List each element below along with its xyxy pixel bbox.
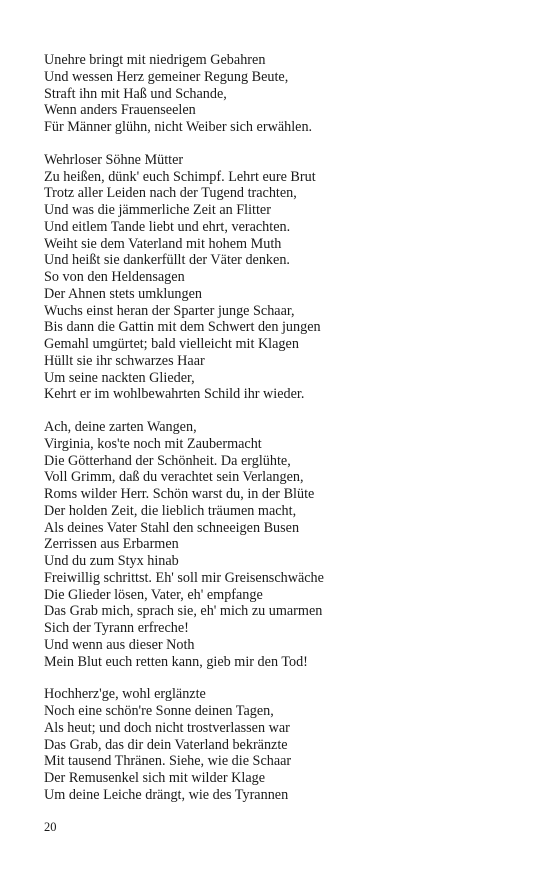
- verse-line: Gemahl umgürtet; bald vielleicht mit Klagen: [44, 336, 299, 352]
- verse-line: Unehre bringt mit niedrigem Gebahren: [44, 52, 266, 68]
- verse-line: Trotz aller Leiden nach der Tugend trachten,: [44, 185, 297, 202]
- verse-line: Hüllt sie ihr schwarzes Haar: [44, 352, 205, 369]
- verse-line: Um seine nackten Glieder,: [44, 369, 195, 386]
- verse-line: Bis dann die Gattin mit dem Schwert den jungen: [44, 319, 321, 336]
- verse-line: Und was die jämmerliche Zeit an Flitter: [44, 202, 271, 218]
- verse-line: Hochherz'ge, wohl erglänzte: [44, 686, 206, 703]
- page-number: 20: [44, 820, 57, 834]
- verse-line: Und eitlem Tande liebt und ehrt, verachten.: [44, 218, 291, 235]
- verse-line: Für Männer glühn, nicht Weiber sich erwählen.: [44, 119, 313, 135]
- verse-line: Kehrt er im wohlbewahrten Schild ihr wieder.: [44, 386, 305, 403]
- verse-line: Ach, deine zarten Wangen,: [44, 419, 197, 435]
- verse-line: Freiwillig schrittst. Eh' soll mir Greisenschwäche: [44, 569, 324, 586]
- stanza-4: [44, 686, 524, 803]
- verse-line: Virginia, kos'te noch mit Zaubermacht: [44, 435, 262, 452]
- verse-line: Als heut; und doch nicht trostverlassen war: [44, 719, 290, 736]
- stanza-2: [44, 152, 524, 403]
- verse-line: Der holden Zeit, die lieblich träumen macht,: [44, 502, 297, 519]
- verse-line: Weiht sie dem Vaterland mit hohem Muth: [44, 235, 282, 252]
- verse-line: Wenn anders Frauenseelen: [44, 102, 196, 119]
- verse-line: Und wenn aus dieser Noth: [44, 636, 195, 653]
- verse-line: Und heißt sie dankerfüllt der Väter denken.: [44, 252, 290, 269]
- verse-line: Und wessen Herz gemeiner Regung Beute,: [44, 68, 289, 85]
- stanza-1: [44, 52, 524, 136]
- verse-line: Zerrissen aus Erbarmen: [44, 536, 179, 553]
- verse-line: So von den Heldensagen: [44, 269, 185, 285]
- poem-page: [44, 52, 524, 820]
- verse-line: Der Ahnen stets umklungen: [44, 285, 203, 302]
- verse-line: Die Glieder lösen, Vater, eh' empfange: [44, 586, 263, 603]
- verse-line: Das Grab, das dir dein Vaterland bekränzte: [44, 736, 288, 753]
- verse-line: Wehrloser Söhne Mütter: [44, 151, 184, 168]
- verse-line: Das Grab mich, sprach sie, eh' mich zu umarmen: [44, 603, 323, 620]
- verse-line: Roms wilder Herr. Schön warst du, in der Blüte: [44, 486, 315, 502]
- verse-line: Sich der Tyrann erfreche!: [44, 620, 189, 636]
- verse-line: Der Remusenkel sich mit wilder Klage: [44, 770, 266, 786]
- verse-line: Zu heißen, dünk' euch Schimpf. Lehrt eure Brut: [44, 168, 316, 185]
- verse-line: Und du zum Styx hinab: [44, 553, 179, 569]
- verse-line: Mit tausend Thränen. Siehe, wie die Schaar: [44, 753, 292, 770]
- verse-line: Die Götterhand der Schönheit. Da erglühte,: [44, 452, 291, 469]
- verse-line: Voll Grimm, daß du verachtet sein Verlangen,: [44, 469, 304, 486]
- verse-line: Um deine Leiche drängt, wie des Tyrannen: [44, 786, 289, 803]
- verse-line: Straft ihn mit Haß und Schande,: [44, 85, 227, 102]
- stanza-3: [44, 419, 524, 670]
- verse-line: Mein Blut euch retten kann, gieb mir den Tod!: [44, 653, 308, 670]
- verse-line: Als deines Vater Stahl den schneeigen Busen: [44, 519, 300, 536]
- verse-line: Noch eine schön're Sonne deinen Tagen,: [44, 703, 274, 719]
- verse-line: Wuchs einst heran der Sparter junge Schaar,: [44, 302, 295, 319]
